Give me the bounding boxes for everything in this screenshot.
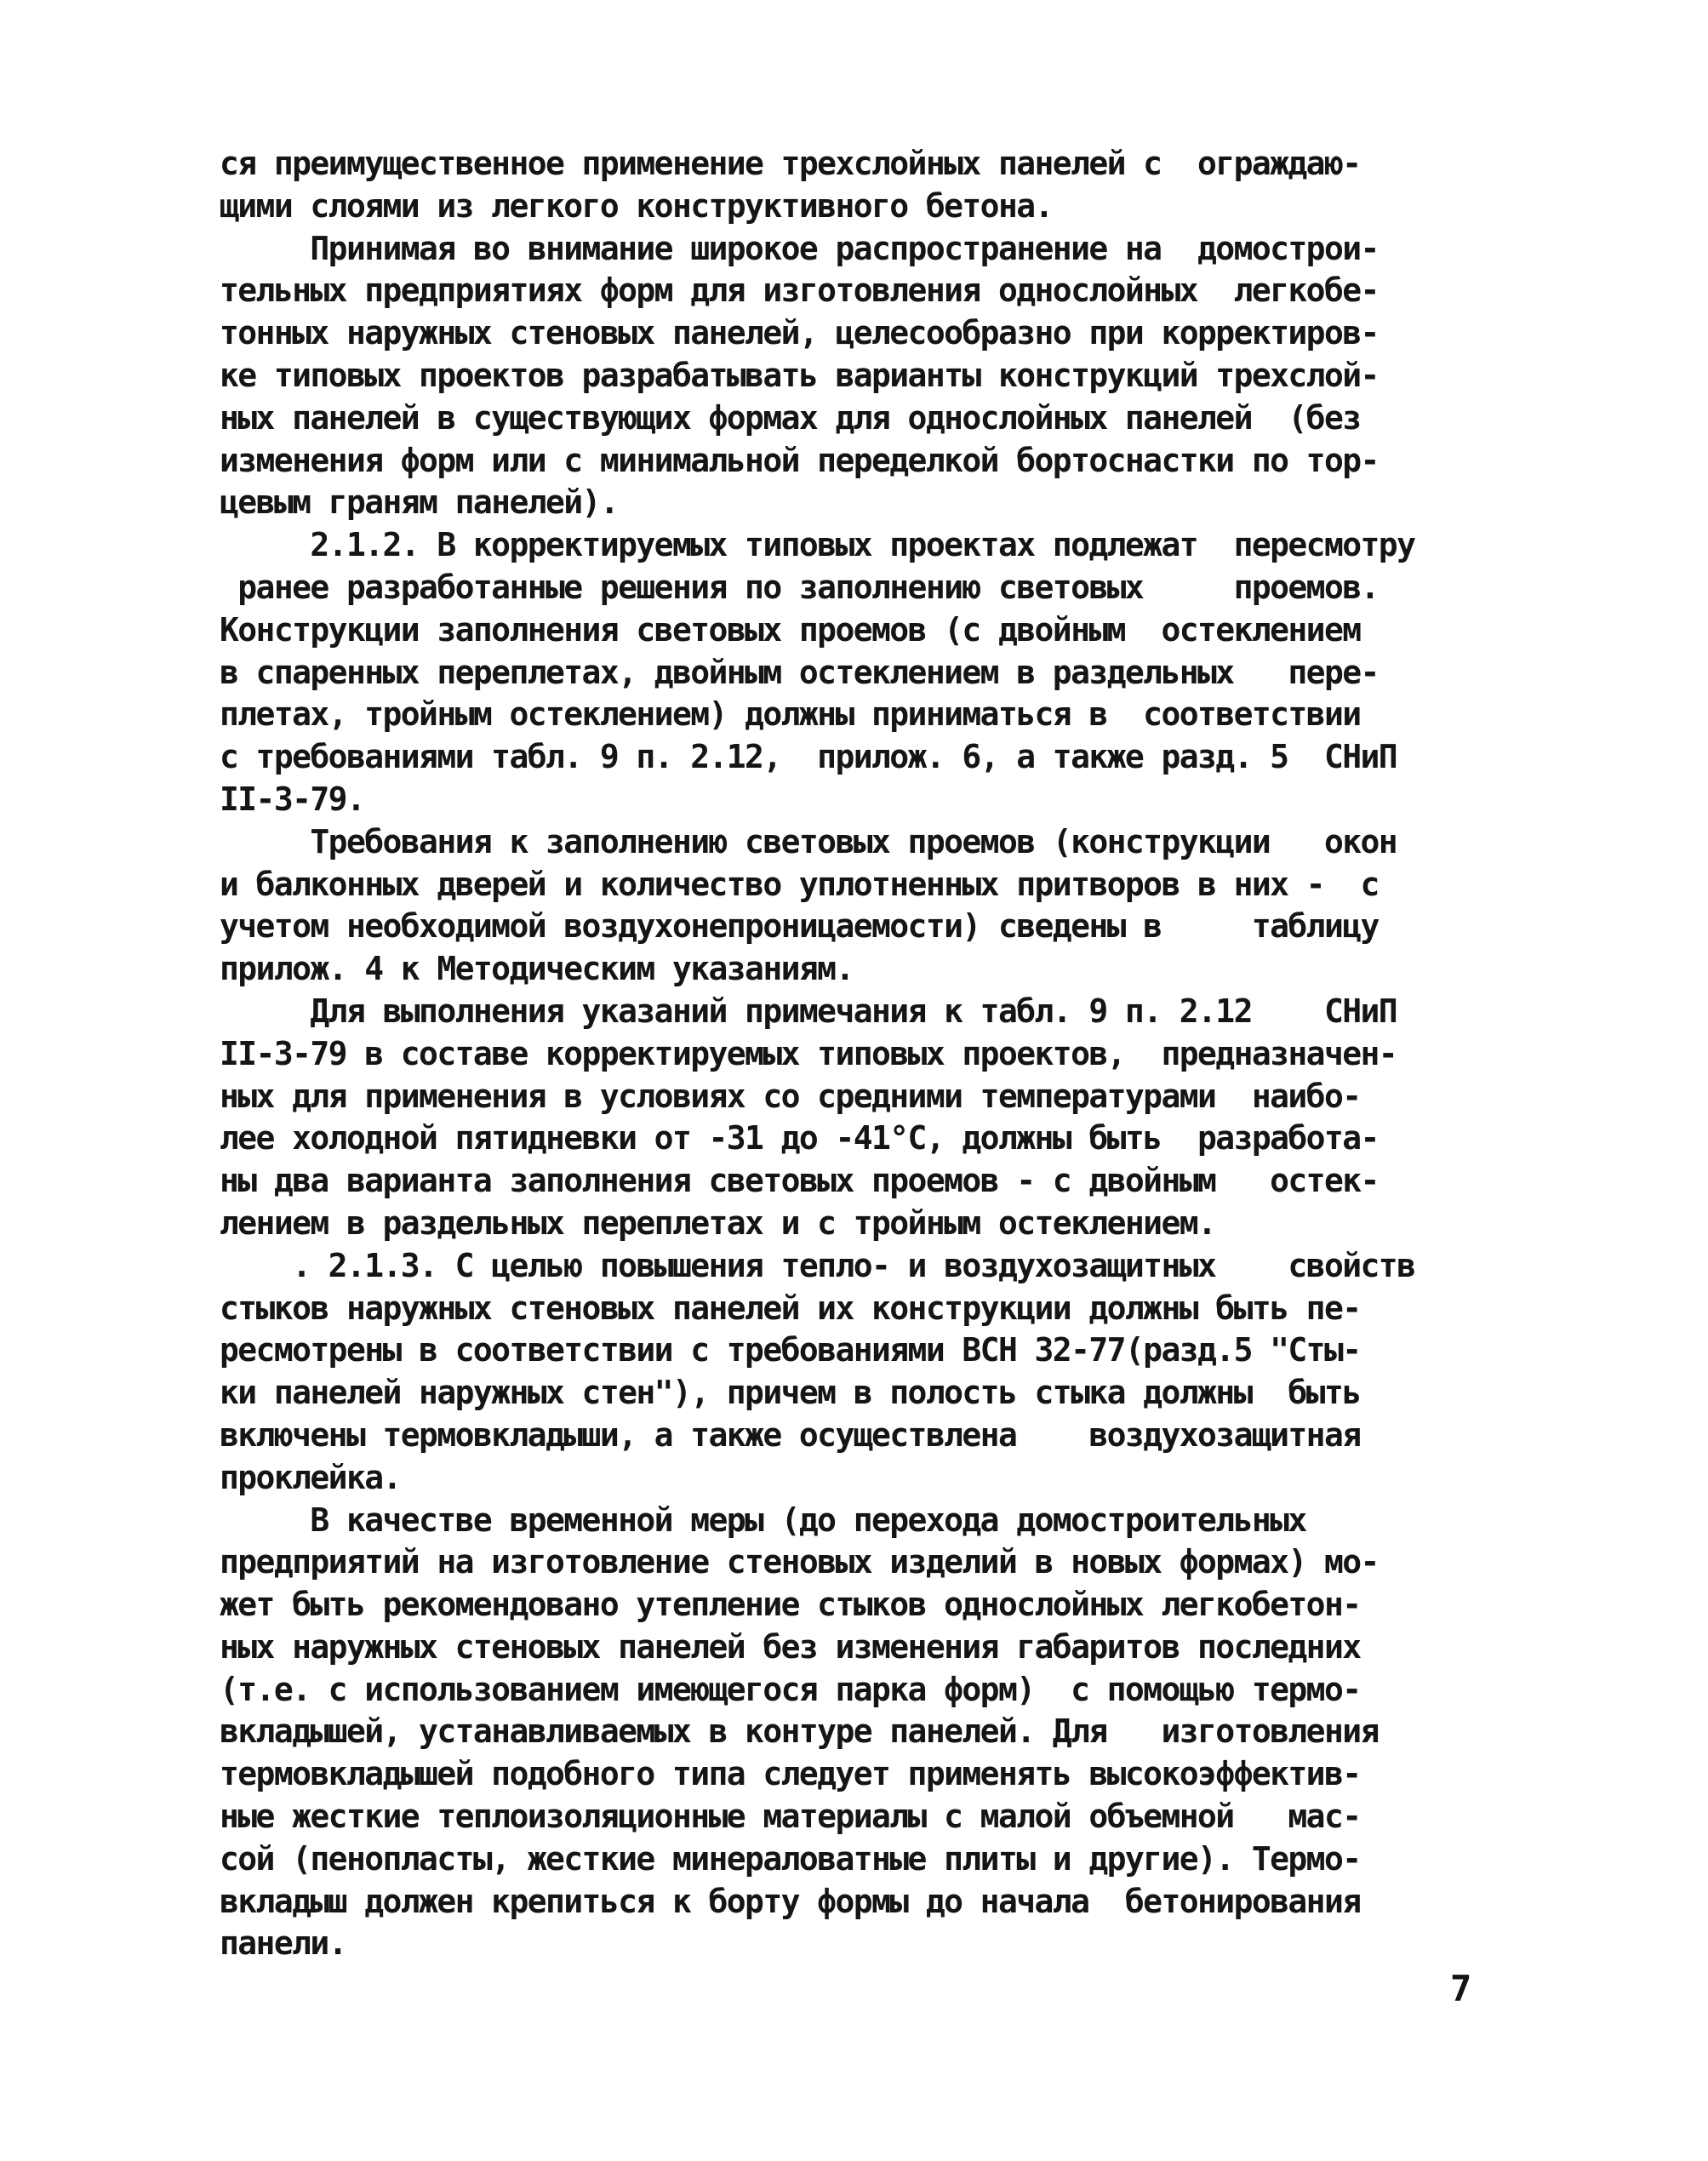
text-line: изменения форм или с минимальной переделкой бортоснастки по тор- [220, 441, 1379, 479]
text-line: лее холодной пятидневки от -31 до -41°С, должны быть разработа- [220, 1119, 1379, 1158]
text-line: включены термовкладыши, а также осуществлена воздухозащитная [220, 1415, 1361, 1454]
text-line: в спаренных переплетах, двойным остеклением в раздельных пере- [220, 653, 1379, 691]
text-line: II-3-79. [220, 780, 365, 818]
text-line: термовкладышей подобного типа следует применять высокоэффектив- [220, 1755, 1361, 1793]
text-line: Для выполнения указаний примечания к табл. 9 п. 2.12 СНиП [220, 992, 1397, 1030]
text-line: II-3-79 в составе корректируемых типовых проектов, предназначен- [220, 1034, 1397, 1072]
text-line: В качестве временной меры (до перехода домостроительных [220, 1501, 1306, 1539]
text-line: вкладышей, устанавливаемых в контуре панелей. Для изготовления [220, 1712, 1379, 1751]
text-line: учетом необходимой воздухонепроницаемости) сведены в таблицу [220, 907, 1379, 946]
text-line: и балконных дверей и количество уплотненных притворов в них - с [220, 865, 1379, 903]
text-line: ных наружных стеновых панелей без изменения габаритов последних [220, 1627, 1361, 1666]
text-line: вкладыш должен крепиться к борту формы до начала бетонирования [220, 1882, 1361, 1920]
text-line: панели. [220, 1924, 346, 1963]
page-number: 7 [1450, 1968, 1472, 2010]
body-text [220, 143, 1496, 1965]
text-line: ных панелей в существующих формах для однослойных панелей (без [220, 398, 1361, 437]
text-line: прилож. 4 к Методическим указаниям. [220, 950, 854, 988]
text-line: сой (пенопласты, жесткие минераловатные плиты и другие). Термо- [220, 1839, 1361, 1878]
text-line: проклейка. [220, 1458, 401, 1496]
text-line: ки панелей наружных стен"), причем в полость стыка должны быть [220, 1374, 1361, 1412]
text-line: стыков наружных стеновых панелей их конструкции должны быть пе- [220, 1289, 1361, 1327]
text-line: тонных наружных стеновых панелей, целесообразно при корректиров- [220, 314, 1379, 352]
text-line: Принимая во внимание широкое распространение на домострои- [220, 229, 1379, 267]
text-line: щими слоями из легкого конструктивного бетона. [220, 186, 1053, 225]
text-line: Требования к заполнению световых проемов (конструкции окон [220, 822, 1397, 860]
text-line: с требованиями табл. 9 п. 2.12, прилож. 6, а также разд. 5 СНиП [220, 738, 1397, 776]
text-line: ных для применения в условиях со средними температурами наибо- [220, 1077, 1361, 1115]
text-line: ранее разработанные решения по заполнению световых проемов. [220, 568, 1379, 606]
text-line: предприятий на изготовление стеновых изделий в новых формах) мо- [220, 1543, 1379, 1581]
text-line: ке типовых проектов разрабатывать варианты конструкций трехслой- [220, 356, 1379, 394]
text-line: Конструкции заполнения световых проемов (с двойным остеклением [220, 610, 1361, 649]
text-line: ресмотрены в соответствии с требованиями ВСН 32-77(разд.5 "Сты- [220, 1331, 1361, 1369]
text-line: цевым граням панелей). [220, 483, 619, 522]
text-line: жет быть рекомендовано утепление стыков однослойных легкобетон- [220, 1586, 1361, 1624]
text-line: плетах, тройным остеклением) должны приниматься в соответствии [220, 695, 1361, 734]
text-line: ны два варианта заполнения световых проемов - с двойным остек- [220, 1162, 1379, 1200]
text-line: ся преимущественное применение трехслойных панелей с ограждаю- [220, 145, 1361, 182]
text-line: 2.1.2. В корректируемых типовых проектах подлежат пересмотру [220, 526, 1415, 564]
text-line: ные жесткие теплоизоляционные материалы с малой объемной мас- [220, 1798, 1361, 1836]
text-line: лением в раздельных переплетах и с тройным остеклением. [220, 1203, 1216, 1242]
text-line: . 2.1.3. С целью повышения тепло- и воздухозащитных свойств [220, 1246, 1415, 1284]
text-line: тельных предприятиях форм для изготовления однослойных легкобе- [220, 272, 1379, 310]
text-line: (т.е. с использованием имеющегося парка форм) с помощью термо- [220, 1670, 1361, 1708]
